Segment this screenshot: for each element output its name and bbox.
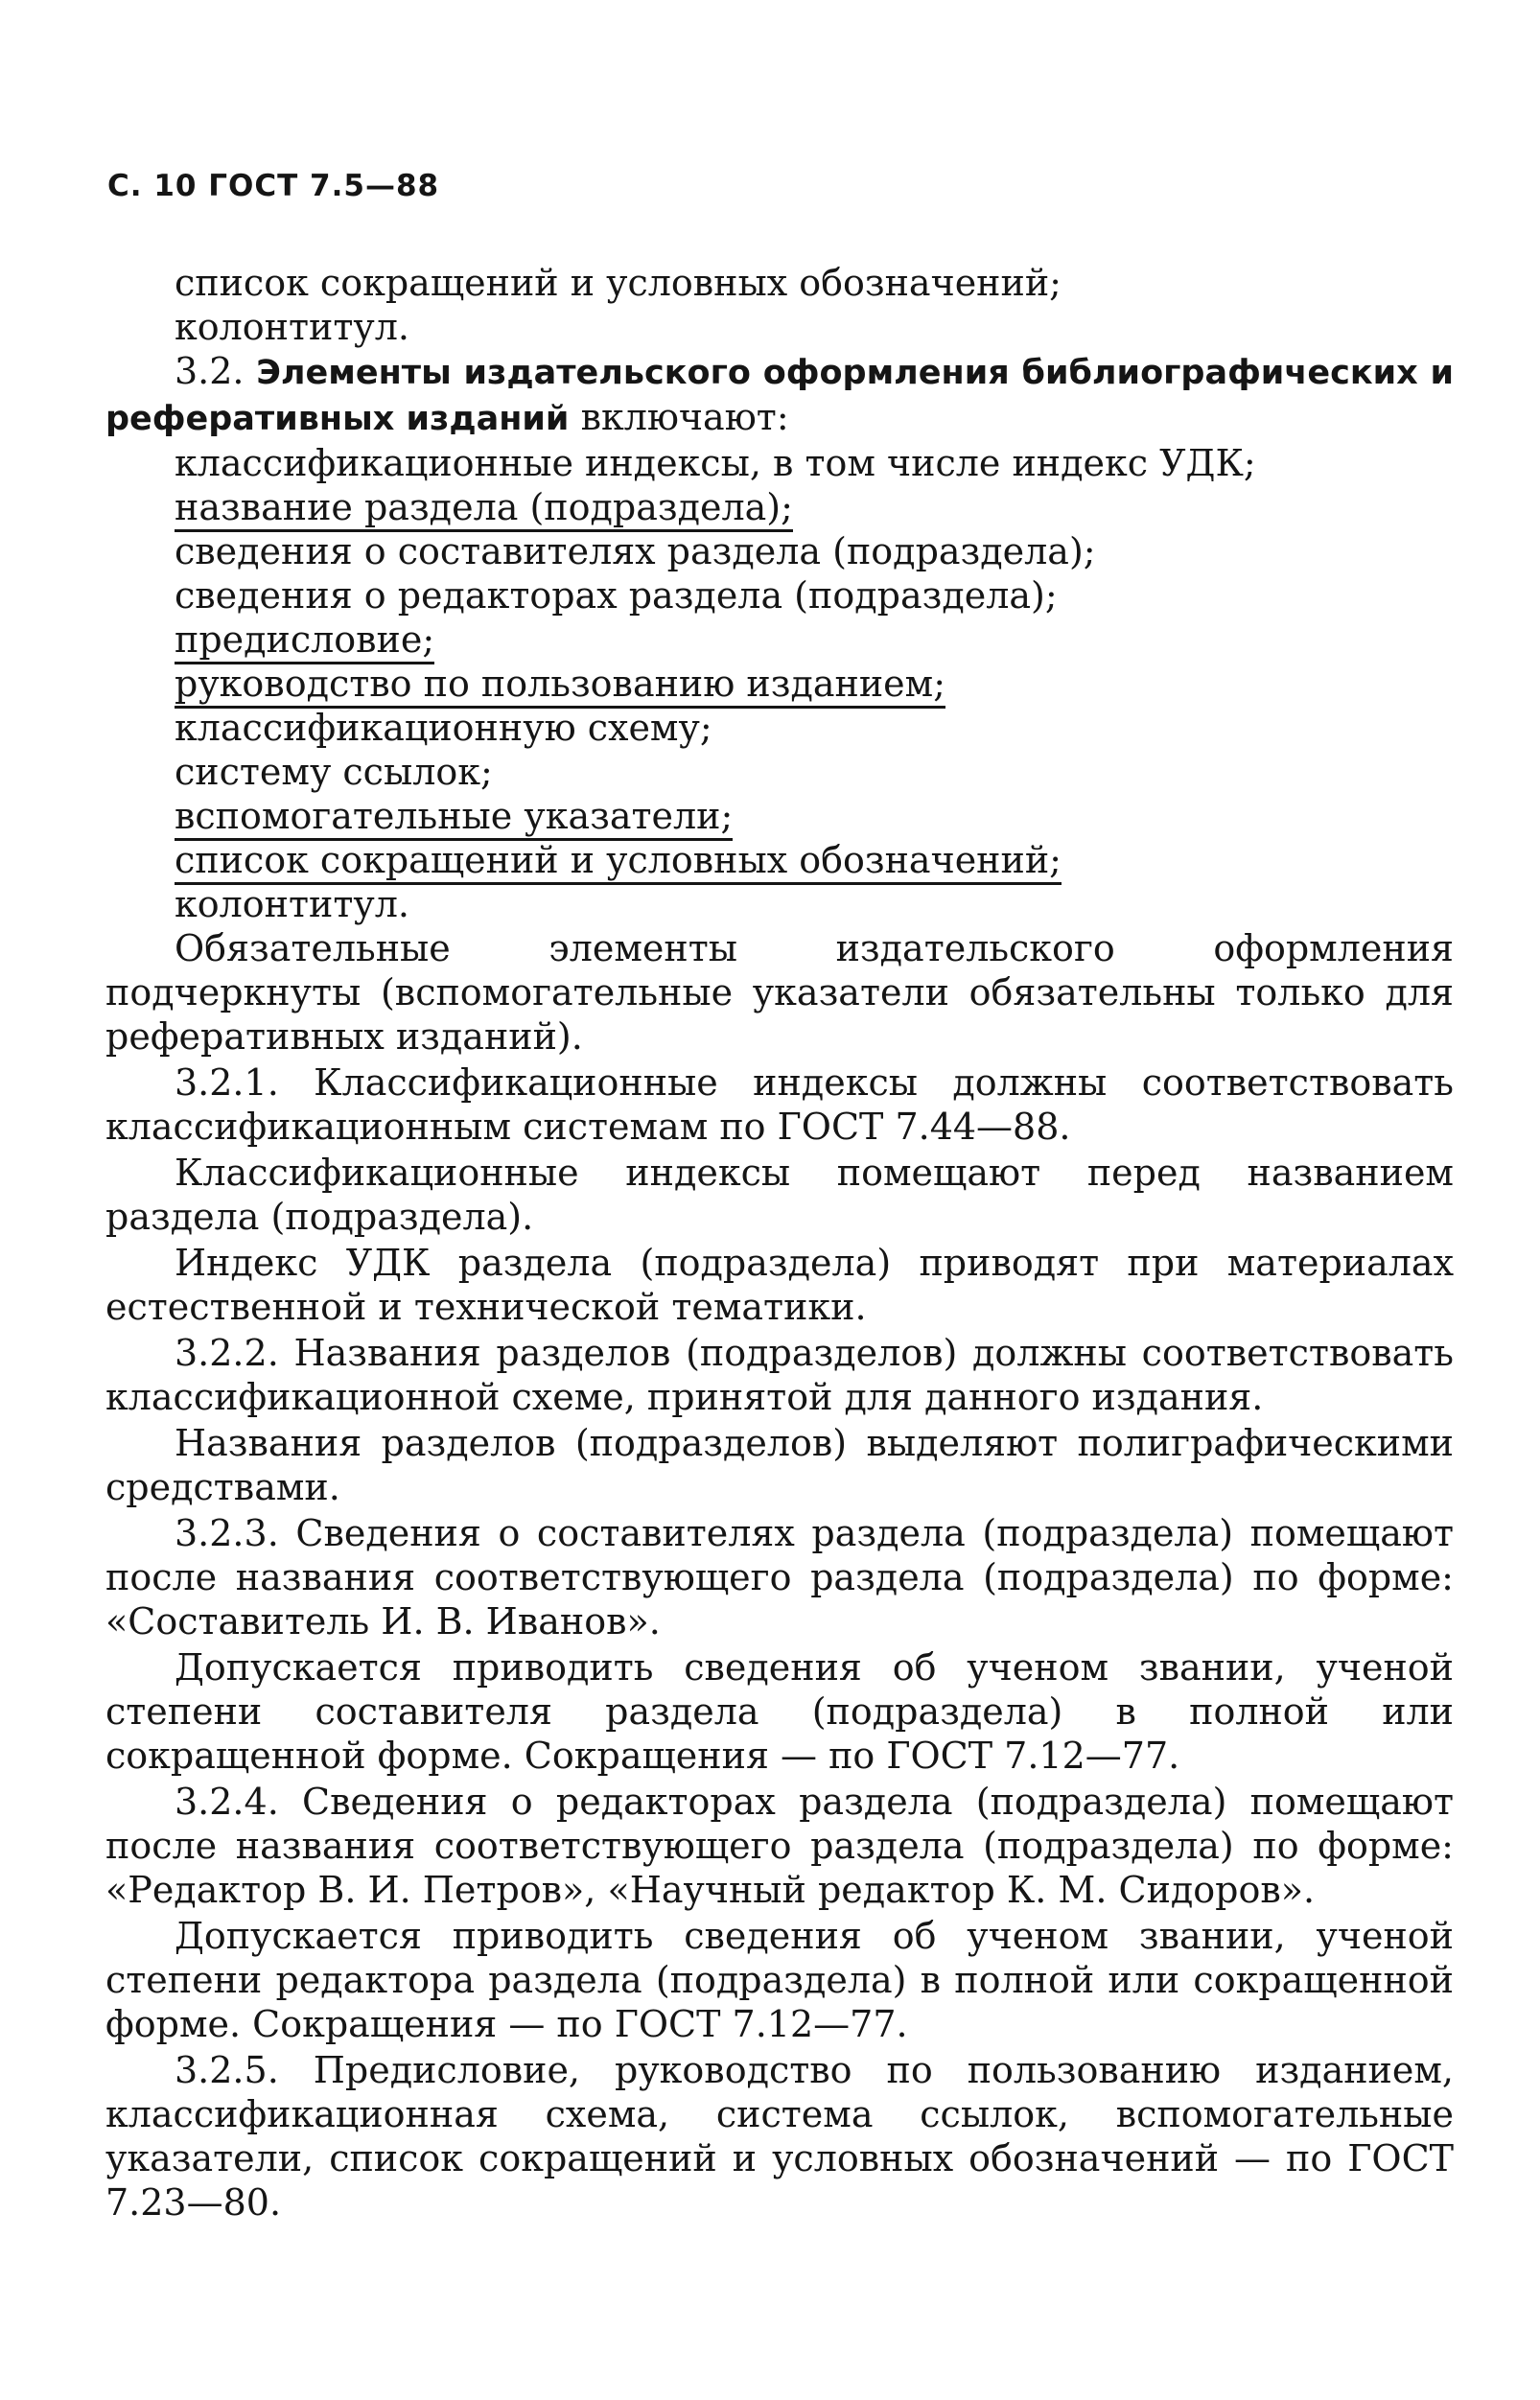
list-item-required bbox=[175, 838, 1454, 882]
list-item-text: колонтитул. bbox=[175, 883, 409, 925]
elements-list bbox=[105, 441, 1454, 926]
list-item-text: предисловие; bbox=[175, 618, 434, 664]
section-bold-lead: Элементы издательского оформления библиографических и реферативных изданий bbox=[105, 354, 1454, 438]
paragraph-3-2-3: 3.2.3. Сведения о составителях раздела (подраздела) помещают после названия соответствующего раздела (подраздела) по форме: «Составитель И. В. Иванов». bbox=[105, 1512, 1454, 1643]
paragraph-3-2-1: 3.2.1. Классификационные индексы должны соответствовать классификационным системам по ГОСТ 7.44—88. bbox=[105, 1061, 1454, 1148]
list-item-text: систему ссылок; bbox=[175, 751, 493, 793]
paragraph: Индекс УДК раздела (подраздела) приводят при материалах естественной и технической тематики. bbox=[105, 1242, 1454, 1328]
paragraph-3-2-2: 3.2.2. Названия разделов (подразделов) должны соответствовать классификационной схеме, принятой для данного издания. bbox=[105, 1332, 1454, 1418]
list-item-text: классификационные индексы, в том числе индекс УДК; bbox=[175, 442, 1256, 484]
list-item-text: список сокращений и условных обозначений; bbox=[175, 839, 1062, 885]
list-item-required bbox=[175, 794, 1454, 838]
paragraph: Классификационные индексы помещают перед названием раздела (подраздела). bbox=[105, 1152, 1454, 1238]
list-item-text: название раздела (подраздела); bbox=[175, 486, 793, 532]
list-item: список сокращений и условных обозначений; bbox=[175, 262, 1062, 304]
paragraph: Допускается приводить сведения об ученом звании, ученой степени редактора раздела (подраздела) в полной или сокращенной форме. Сокращения — по ГОСТ 7.12—77. bbox=[105, 1915, 1454, 2045]
list-item bbox=[175, 573, 1454, 617]
required-elements-note: Обязательные элементы издательского оформления подчеркнуты (вспомогательные указатели обязательны только для реферативных изданий). bbox=[105, 927, 1454, 1058]
list-item-required bbox=[175, 662, 1454, 706]
list-item-text: сведения о редакторах раздела (подраздела); bbox=[175, 574, 1058, 617]
paragraph: Допускается приводить сведения об ученом звании, ученой степени составителя раздела (подраздела) в полной или сокращенной форме. Сокращения — по ГОСТ 7.12—77. bbox=[105, 1646, 1454, 1777]
intro-list bbox=[105, 261, 1454, 349]
list-item bbox=[175, 441, 1454, 485]
list-item-text: вспомогательные указатели; bbox=[175, 795, 733, 841]
running-head: С. 10 ГОСТ 7.5—88 bbox=[107, 169, 440, 203]
list-item bbox=[175, 750, 1454, 794]
section-3-2-heading bbox=[105, 349, 1454, 441]
paragraph-3-2-4: 3.2.4. Сведения о редакторах раздела (подраздела) помещают после названия соответствующего раздела (подраздела) по форме: «Редактор В. И. Петров», «Научный редактор К. М. Сидоров». bbox=[105, 1781, 1454, 1911]
paragraph-3-2-5: 3.2.5. Предисловие, руководство по пользованию изданием, классификационная схема, система ссылок, вспомогательные указатели, список сокращений и условных обозначений — по ГОСТ 7.23—80. bbox=[105, 2049, 1454, 2224]
list-item: колонтитул. bbox=[175, 306, 409, 348]
list-item-text: сведения о составителях раздела (подраздела); bbox=[175, 530, 1096, 572]
list-item bbox=[175, 882, 1454, 926]
list-item bbox=[175, 706, 1454, 750]
list-item-text: руководство по пользованию изданием; bbox=[175, 663, 945, 709]
section-lead-rest: включают: bbox=[580, 396, 789, 438]
section-number: 3.2. bbox=[175, 350, 245, 392]
list-item-required bbox=[175, 617, 1454, 662]
list-item-required bbox=[175, 485, 1454, 529]
list-item-text: классификационную схему; bbox=[175, 707, 712, 749]
paragraph: Названия разделов (подразделов) выделяют полиграфическими средствами. bbox=[105, 1422, 1454, 1508]
page-body bbox=[105, 261, 1454, 2225]
list-item bbox=[175, 529, 1454, 573]
